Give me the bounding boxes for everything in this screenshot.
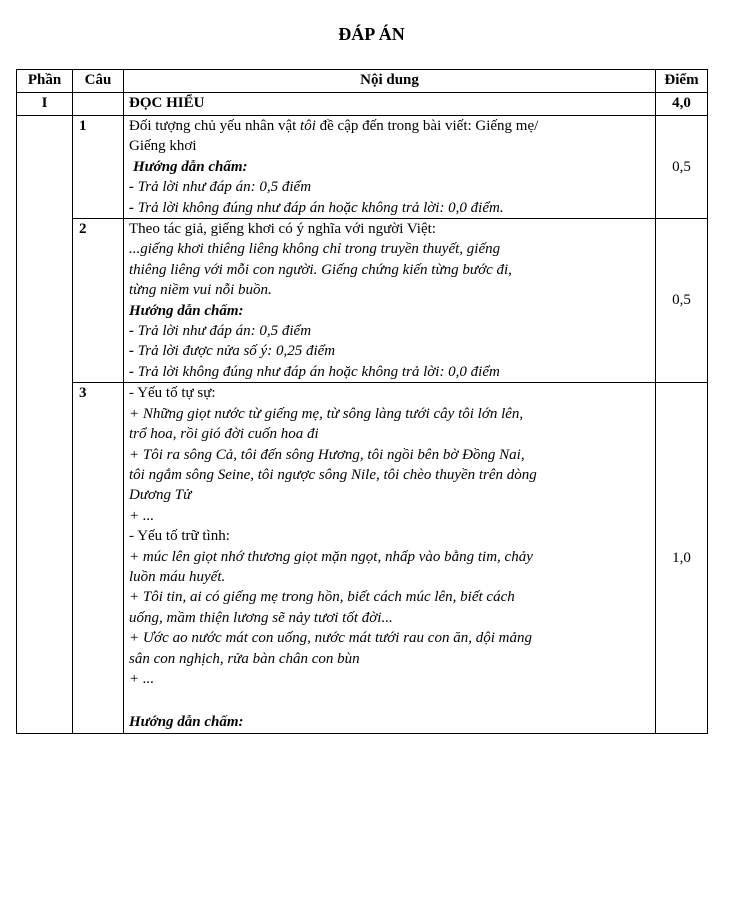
q2-line-1: Theo tác giả, giếng khơi có ý nghĩa với người Việt: [129,221,436,238]
q1-score: 0,5 [656,116,708,219]
q2-line-2: ...giếng khơi thiêng liêng không chỉ trong truyền thuyết, giếng [129,241,501,258]
q2-guide-1-text: Trả lời như đáp án: 0,5 điểm [137,323,312,340]
q2-guide-3-text: Trả lời không đúng như đáp án hoặc không trả lời: 0,0 điểm [137,363,500,380]
q3-line-15: + ... [129,670,155,687]
q2-guide-3 [129,362,650,382]
q1-guide-1-text: Trả lời như đáp án: 0,5 điểm [137,179,312,196]
q1-number: 1 [73,116,124,219]
q1-guide-1-dash: - [129,179,138,196]
answer-table [16,69,708,734]
header-cau: Câu [73,70,124,93]
q3-guide-heading: Hướng dẫn chấm: [129,714,244,731]
header-phan: Phần [17,70,73,93]
q2-guide-3-dash: - [129,363,138,380]
q3-line-10: luồn máu huyết. [129,568,226,585]
question-row-3 [17,383,708,734]
q3-line-4: + Tôi ra sông Cả, tôi đến sông Hương, tôi ngồi bên bờ Đồng Nai, [129,446,525,463]
q1-line-2: Giếng khơi [129,138,197,155]
q1-line-1 [129,116,650,136]
question-row-1 [17,116,708,219]
q3-content [124,383,656,734]
q1-line-1c: đề cập đến trong bài viết: Giếng mẹ/ [315,118,539,134]
question-row-2 [17,219,708,383]
table-header-row [17,70,708,93]
q2-content [124,219,656,383]
q3-line-14: sân con nghịch, rửa bàn chân con bùn [129,650,360,667]
q3-line-9: + múc lên giọt nhớ thương giọt mặn ngọt, nhấp vào bằng tim, chảy [129,548,533,565]
section-row [17,93,708,116]
q2-line-3: thiêng liêng với mỗi con người. Giếng chứng kiến từng bước đi, [129,261,512,278]
q3-blank-line [129,689,650,709]
q2-number: 2 [73,219,124,383]
q1-guide-2-dash: - [129,199,138,216]
q2-score: 0,5 [656,219,708,383]
section-phan: I [17,93,73,116]
q3-score: 1,0 [656,383,708,734]
section-score: 4,0 [656,93,708,116]
q2-guide-heading: Hướng dẫn chấm: [129,302,244,319]
q3-line-13: + Ước ao nước mát con uống, nước mát tưới rau con ăn, dội mảng [129,630,532,647]
q3-line-12: uống, mầm thiện lương sẽ nảy tươi tốt đời... [129,609,393,626]
q3-line-6: Dương Tử [129,487,192,504]
q1-guide-2 [129,198,650,218]
q3-line-2: + Những giọt nước từ giếng mẹ, từ sông làng tưới cây tôi lớn lên, [129,405,524,422]
q1-guide-1 [129,177,650,197]
section-cau-empty [73,93,124,116]
q2-guide-2-dash: - [129,343,138,360]
q3-line-5: tôi ngắm sông Seine, tôi ngược sông Nile, tôi chèo thuyền trên dòng [129,466,537,483]
q1-guide-2-text: Trả lời không đúng như đáp án hoặc không trả lời: 0,0 điểm. [137,199,504,216]
phan-empty-cell [17,116,73,734]
q2-guide-1-dash: - [129,323,138,340]
q3-number: 3 [73,383,124,734]
q2-guide-2 [129,341,650,361]
q2-guide-2-text: Trả lời được nửa số ý: 0,25 điểm [137,343,336,360]
header-diem: Điểm [656,70,708,93]
q1-guide-heading: Hướng dẫn chấm: [133,158,248,175]
q1-line-1b: tôi [300,118,316,134]
q1-line-1a: Đối tượng chủ yếu nhân vật [129,118,301,134]
q1-content [124,116,656,219]
q3-line-11: + Tôi tin, ai có giếng mẹ trong hồn, biết cách múc lên, biết cách [129,589,515,606]
q3-line-7: + ... [129,507,155,524]
section-name: ĐỌC HIỂU [124,93,656,116]
q3-line-8: - Yếu tố trữ tình: [129,528,230,545]
q3-line-3: trổ hoa, rồi gió đời cuốn hoa đi [129,426,319,443]
page-title: ĐÁP ÁN [338,24,405,44]
q2-line-4: từng niềm vui nỗi buồn. [129,282,272,299]
q2-guide-1 [129,321,650,341]
header-noidung: Nội dung [124,70,656,93]
q3-line-1: - Yếu tố tự sự: [129,385,216,402]
